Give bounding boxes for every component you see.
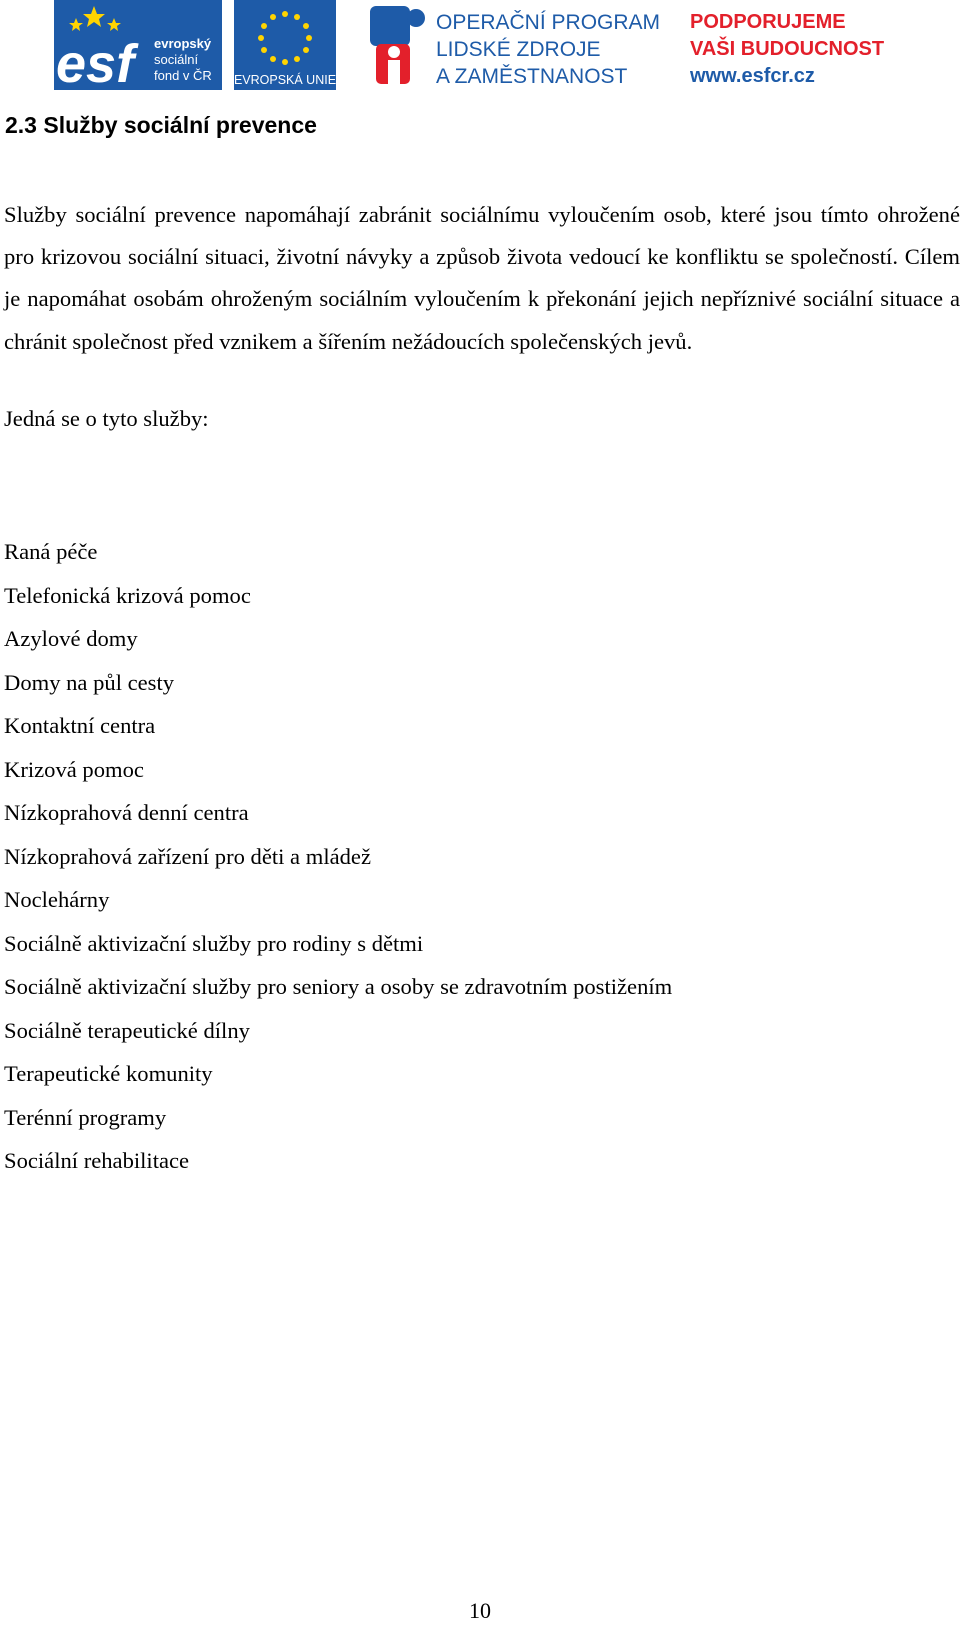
list-item-nizkoprahova-denni-centra: Nízkoprahová denní centra xyxy=(4,800,249,825)
list-item-socialni-rehabilitace: Sociální rehabilitace xyxy=(4,1148,190,1173)
eu-flag-logo xyxy=(234,0,336,90)
esf-logo xyxy=(54,0,222,90)
esf-logo-text: esf xyxy=(56,34,135,90)
list-item-sas-rodiny: Sociálně aktivizační služby pro rodiny s dětmi xyxy=(4,930,424,956)
list-item-noclehary: Noclehárny xyxy=(4,887,110,912)
podporujeme-line2: VAŠI BUDOUCNOST xyxy=(690,38,885,60)
esf-logo-line1: evropský xyxy=(154,36,212,51)
header-logos xyxy=(54,0,894,90)
list-item-kontaktni-centra: Kontaktní centra xyxy=(4,713,156,738)
list-item-domy-na-pul-cesty: Domy na půl cesty xyxy=(4,669,175,695)
intro-paragraph: Služby sociální prevence napomáhají zabránit sociálnímu vyloučením osob, které jsou tímto ohrožené pro krizovou sociální situaci, životní návyky a způsob života vedoucí ke konfliktu se společností. Cílem je napomáhat osobám ohroženým sociálním vyloučením k překonání jejich nepříznivé sociální situace a chránit společnost před vznikem a šířením nežádoucích společenských jevů. xyxy=(4,202,960,354)
list-item-terapeuticke-dilny: Sociálně terapeutické dílny xyxy=(4,1017,250,1043)
list-item-telefonicka-krizova-pomoc: Telefonická krizová pomoc xyxy=(4,582,251,608)
list-item-terapeuticke-komunity: Terapeutické komunity xyxy=(4,1061,213,1086)
section-title: 2.3 Služby sociální prevence xyxy=(5,112,317,138)
list-item-terenni-programy: Terénní programy xyxy=(4,1104,167,1130)
list-item-nizkoprahova-zarizeni: Nízkoprahová zařízení pro děti a mládež xyxy=(4,843,371,869)
esf-logo-line2: sociální xyxy=(154,52,199,67)
podporujeme-logo xyxy=(690,0,900,90)
list-item-azylove-domy: Azylové domy xyxy=(4,626,138,651)
eu-caption: EVROPSKÁ UNIE xyxy=(234,73,336,87)
list-lead-in: Jedná se o tyto služby: xyxy=(4,406,209,431)
op-logo-line2: LIDSKÉ ZDROJE xyxy=(436,38,601,61)
podporujeme-line1: PODPORUJEME xyxy=(690,11,846,33)
services-list xyxy=(4,530,672,1183)
esf-logo-line3: fond v ČR xyxy=(154,68,212,83)
op-logo-line3: A ZAMĚSTNANOST xyxy=(436,65,628,88)
op-logo-line1: OPERAČNÍ PROGRAM xyxy=(436,11,661,34)
list-item-krizova-pomoc: Krizová pomoc xyxy=(4,756,144,782)
op-lzz-logo xyxy=(368,0,668,90)
podporujeme-url: www.esfcr.cz xyxy=(690,65,815,87)
list-item-rana-pece: Raná péče xyxy=(4,539,98,564)
page-number: 10 xyxy=(469,1598,491,1623)
list-item-sas-seniori: Sociálně aktivizační služby pro seniory a osoby se zdravotním postižením xyxy=(4,974,673,999)
